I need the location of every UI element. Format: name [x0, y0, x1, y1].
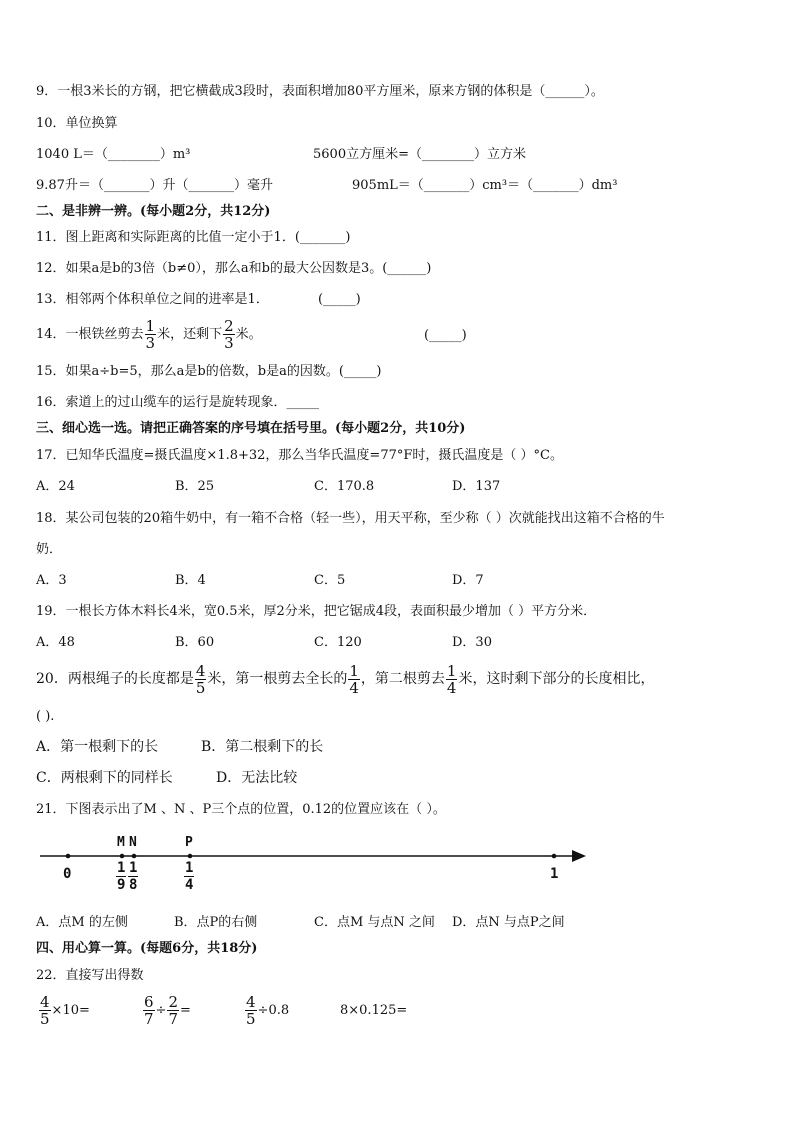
- question-19: 19．一根长方体木料长4米，宽0.5米，厚2分米，把它锯成4段，表面积最少增加（ ）平方分米．: [36, 604, 597, 619]
- section-4-heading: 四、用心算一算。(每题6分，共18分): [36, 941, 258, 956]
- question-14-blank: (_____): [424, 328, 467, 343]
- label-n: N: [129, 835, 137, 850]
- option-b: B．第二根剩下的长: [201, 739, 324, 755]
- option-a: A．3: [36, 573, 67, 588]
- option-a: A．点M 的左侧: [36, 915, 128, 930]
- option-c: C．点M 与点N 之间: [314, 915, 435, 930]
- question-20-line2: ( ).: [36, 709, 55, 724]
- question-13-blank: (_____): [318, 292, 361, 307]
- question-21: 21．下图表示出了M 、N 、P三个点的位置，0.12的位置应该在（ ）。: [36, 802, 446, 817]
- conversion-d: 905mL＝（_______）cm³＝（_______）dm³: [352, 178, 618, 193]
- question-11: 11．图上距离和实际距离的比值一定小于1．(_______): [36, 230, 351, 245]
- question-22-title: 22．直接写出得数: [36, 968, 144, 983]
- expression-3: $\frac{4}{5}$ ÷0.8: [246, 993, 290, 1028]
- tick-one: 1: [550, 866, 559, 882]
- question-14: 14．一根铁丝剪去 $\frac{1}{3}$ 米，还剩下 $\frac{2}{3}$ 米。: [36, 317, 262, 352]
- tick-m-fraction: $\frac{1}{9}$: [117, 860, 126, 893]
- question-15: 15．如果a÷b=5，那么a是b的倍数，b是a的因数。(_____): [36, 364, 382, 379]
- point-p: [188, 854, 193, 859]
- option-b: B．点P的右侧: [174, 915, 258, 930]
- option-d: D．点N 与点P之间: [452, 915, 565, 930]
- question-10-title: 10．单位换算: [36, 116, 118, 131]
- option-d: D．30: [452, 635, 492, 650]
- option-c: C．5: [314, 573, 346, 588]
- option-b: B．60: [175, 635, 215, 650]
- section-2-heading: 二、是非辨一辨。(每小题2分，共12分): [36, 204, 271, 219]
- option-b: B．4: [175, 573, 206, 588]
- conversion-b: 5600立方厘米=（________）立方米: [313, 147, 526, 162]
- question-13: 13．相邻两个体积单位之间的进率是1．: [36, 292, 269, 307]
- option-c: C．120: [314, 635, 362, 650]
- label-p: P: [185, 835, 193, 850]
- tick-p-fraction: $\frac{1}{4}$: [185, 860, 194, 893]
- expression-2: $\frac{6}{7}$ ÷ $\frac{2}{7}$ =: [144, 993, 191, 1028]
- question-20: 20．两根绳子的长度都是 $\frac{4}{5}$ 米，第一根剪去全长的 $\frac{1}{4}$ ，第二根剪去 $\frac{1}{4}$ 米，这时剩下部分的长度相比，: [36, 661, 655, 697]
- tick-n-fraction: $\frac{1}{8}$: [129, 860, 138, 893]
- conversion-c: 9.87升＝（_______）升（_______）毫升: [36, 178, 273, 193]
- fraction: $\frac{1}{3}$: [145, 317, 156, 352]
- option-a: A．24: [36, 479, 75, 494]
- option-c: C．170.8: [314, 479, 375, 494]
- option-c: C．两根剩下的同样长: [36, 770, 173, 786]
- question-16: 16．索道上的过山缆车的运行是旋转现象．_____: [36, 395, 320, 410]
- question-18-line1: 18．某公司包装的20箱牛奶中，有一箱不合格（轻一些），用天平称，至少称（ ）次就能找出这箱不合格的牛: [36, 511, 665, 526]
- arrow-head: [572, 850, 586, 862]
- fraction: $\frac{2}{3}$: [224, 317, 234, 352]
- label-m: M: [117, 835, 125, 850]
- conversion-a: 1040 L＝（________）m³: [36, 147, 191, 162]
- option-b: B．25: [175, 479, 215, 494]
- point-one: [552, 854, 557, 859]
- point-zero: [66, 854, 71, 859]
- section-3-heading: 三、细心选一选。请把正确答案的序号填在括号里。(每小题2分，共10分): [36, 421, 466, 436]
- expression-1: $\frac{4}{5}$ ×10=: [40, 993, 90, 1028]
- point-n: [132, 854, 137, 859]
- point-m: [120, 854, 125, 859]
- question-12: 12．如果a是b的3倍（b≠0），那么a和b的最大公因数是3。(______): [36, 261, 432, 276]
- tick-zero: 0: [63, 866, 72, 882]
- question-18-line2: 奶．: [36, 542, 63, 557]
- question-17: 17．已知华氏温度=摄氏温度×1.8+32，那么当华氏温度=77°F时，摄氏温度是（ ）°C。: [36, 448, 563, 463]
- question-9: 9．一根3米长的方钢，把它横截成3段时，表面积增加80平方厘米，原来方钢的体积是（______）。: [36, 84, 604, 99]
- option-d: D．无法比较: [216, 770, 298, 786]
- option-d: D．137: [452, 479, 501, 494]
- fraction: $\frac{1}{4}$: [349, 661, 359, 697]
- fraction: $\frac{4}{5}$: [195, 661, 206, 697]
- expression-4: 8×0.125=: [340, 1003, 408, 1018]
- option-a: A．第一根剩下的长: [36, 739, 159, 755]
- option-a: A．48: [36, 635, 75, 650]
- fraction: $\frac{1}{4}$: [446, 661, 457, 697]
- option-d: D．7: [452, 573, 484, 588]
